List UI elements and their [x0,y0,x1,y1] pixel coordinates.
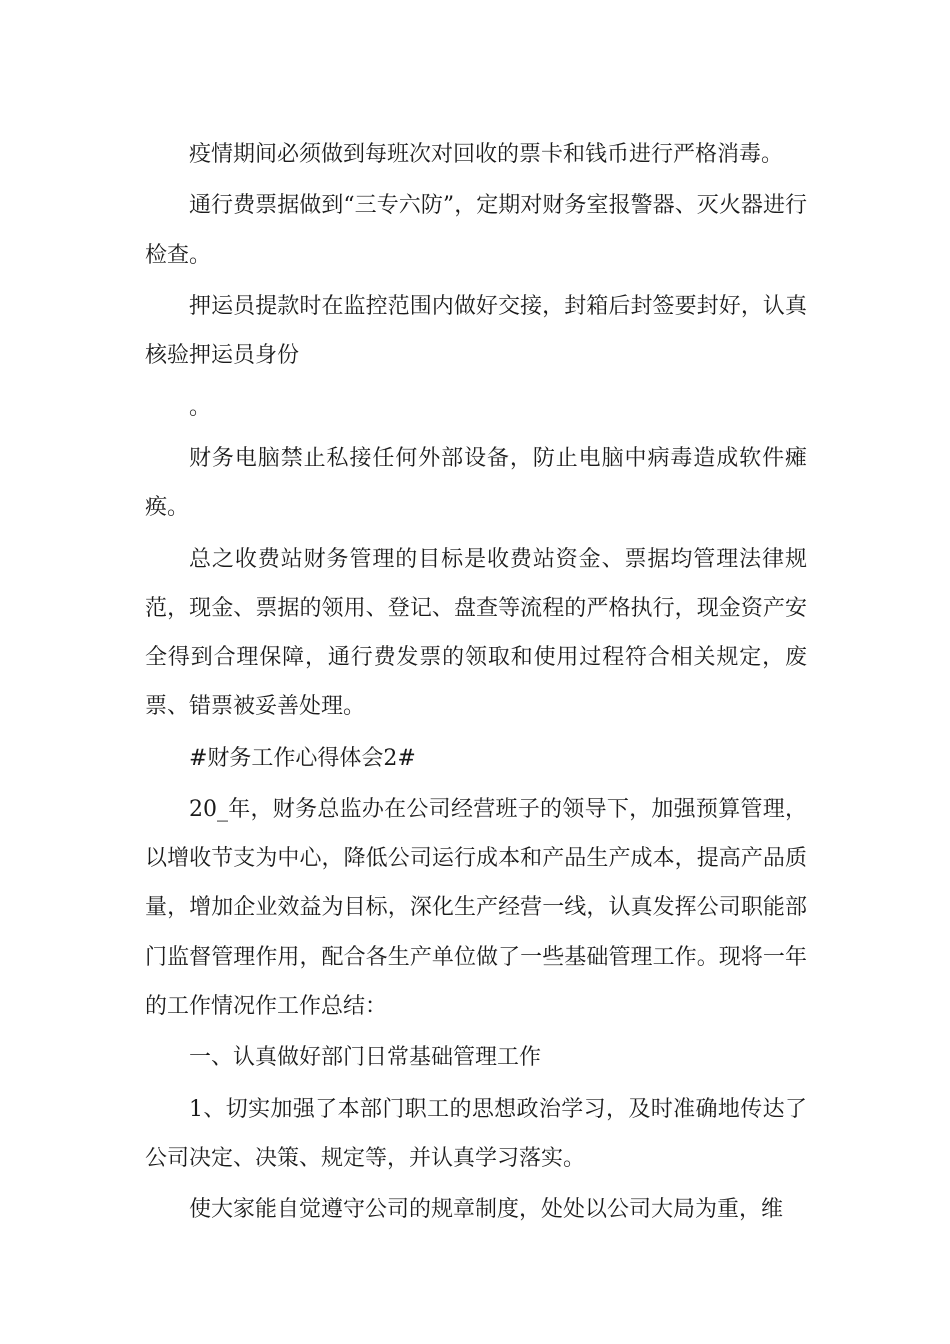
paragraph-summary: 总之收费站财务管理的目标是收费站资金、票据均管理法律规范，现金、票据的领用、登记、盘查等流程的严格执行，现金资产安全得到合理保障，通行费发票的领取和使用过程符合相关规定，废票、错票被妥善处理。 [145,546,807,720]
section-heading-2: #财务工作心得体会2# [189,745,416,771]
paragraph-annual-overview: 20_年，财务总监办在公司经营班子的领导下，加强预算管理，以增收节支为中心，降低公司运行成本和产品生产成本，提高产品质量，增加企业效益为目标，深化生产经营一线，认真发挥公司职能部门监督管理作用，配合各生产单位做了一些基础管理工作。现将一年的工作情况作工作总结： [145,796,807,1019]
paragraph-stray-period: 。 [189,394,212,420]
paragraph-escort-handover: 押运员提款时在监控范围内做好交接，封箱后封签要封好，认真核验押运员身份 [145,293,807,369]
paragraph-disinfection: 疫情期间必须做到每班次对回收的票卡和钱币进行严格消毒。 [189,142,784,167]
paragraph-toll-receipts: 通行费票据做到“三专六防”，定期对财务室报警器、灭火器进行检查。 [145,193,807,268]
document-body [145,130,807,1237]
paragraph-rules-compliance: 使大家能自觉遵守公司的规章制度，处处以公司大局为重，维 [189,1197,784,1223]
paragraph-item-1: 1、切实加强了本部门职工的思想政治学习，及时准确地传达了公司决定、决策、规定等，并认真学习落实。 [145,1096,807,1171]
paragraph-computer-security: 财务电脑禁止私接任何外部设备，防止电脑中病毒造成软件瘫痪。 [145,445,807,521]
subheading-daily-management: 一、认真做好部门日常基础管理工作 [189,1045,542,1071]
